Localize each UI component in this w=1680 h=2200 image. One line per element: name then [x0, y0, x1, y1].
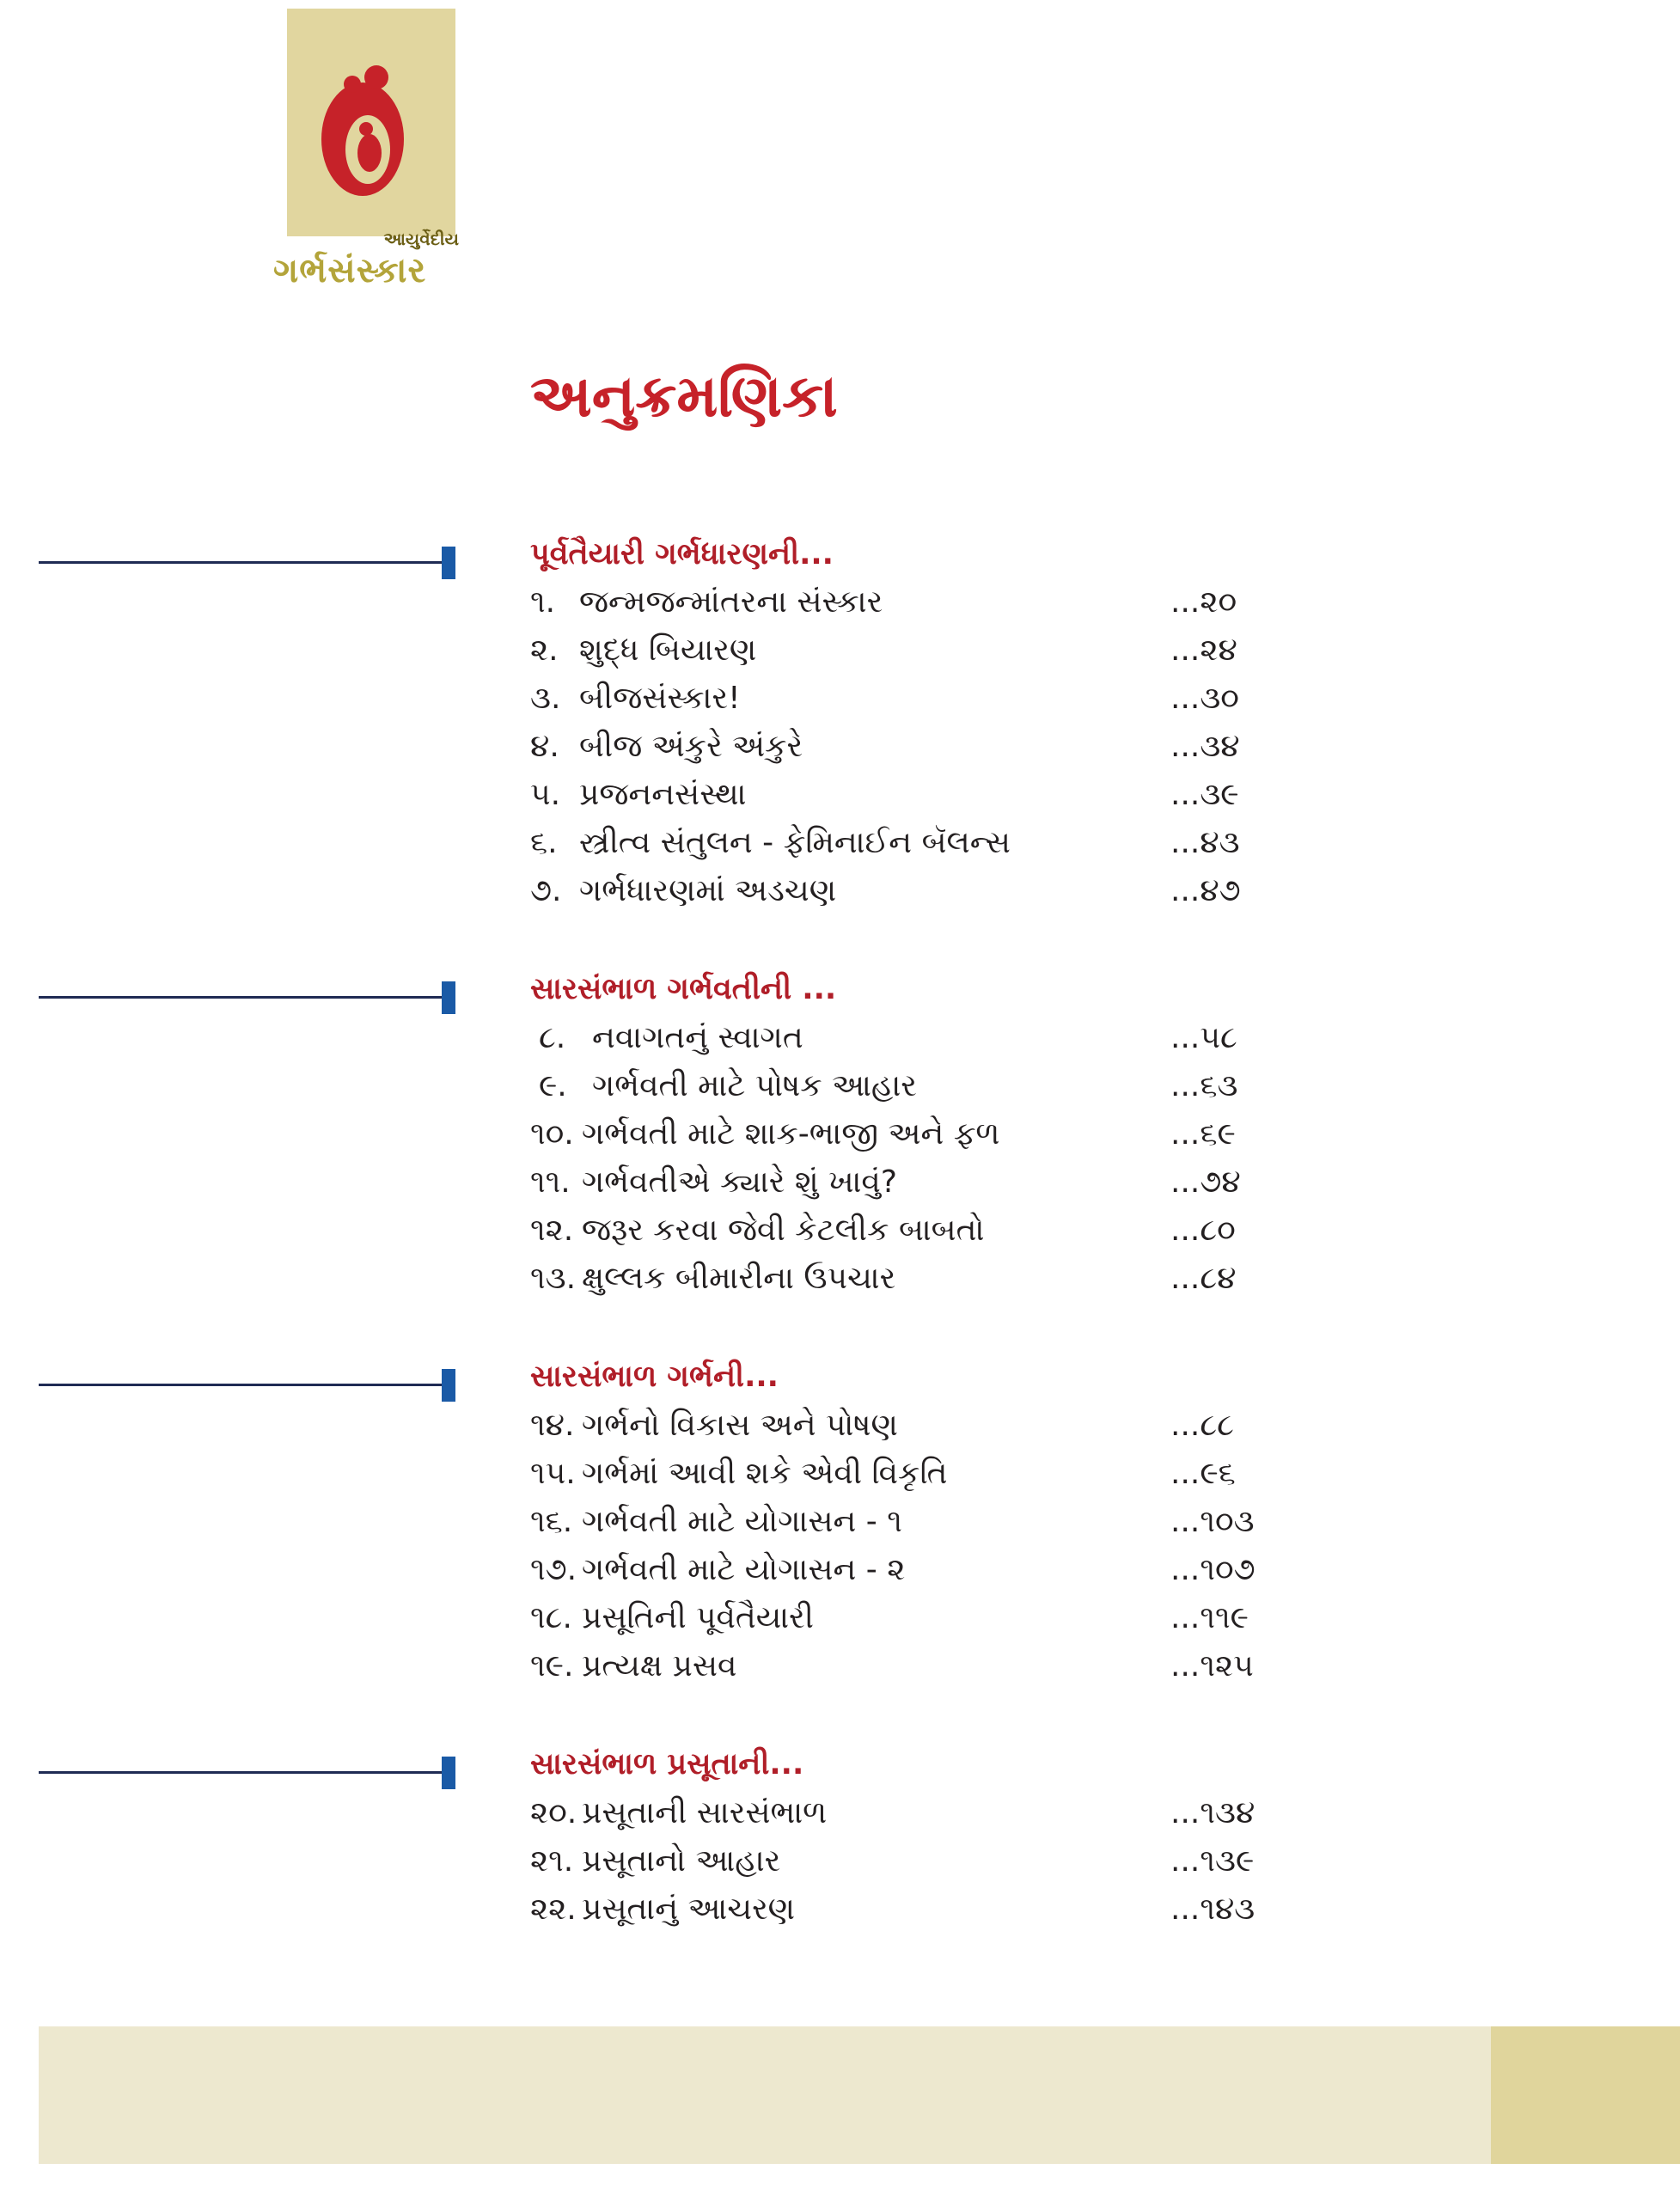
- entry-page: ...૩૦: [1170, 681, 1239, 716]
- toc-entry[interactable]: [530, 681, 1278, 729]
- entry-number: ૨૨.: [530, 1891, 577, 1927]
- entry-title: પ્રજનનસંસ્થા: [579, 777, 747, 812]
- entry-number: ૧૭.: [530, 1552, 577, 1587]
- entry-title: બીજ અંકુરે અંકુરે: [579, 729, 803, 764]
- entry-title: ગર્ભવતી માટે પોષક આહાર: [592, 1068, 917, 1103]
- section-heading: સારસંભાળ ગર્ભની...: [530, 1360, 779, 1394]
- entry-title: પ્રસૂતાની સારસંભાળ: [582, 1795, 828, 1830]
- entry-number: ૧૪.: [530, 1408, 575, 1443]
- entry-page: ...૧૪૩: [1170, 1891, 1255, 1927]
- entry-page: ...૧૧૯: [1170, 1600, 1249, 1635]
- entry-page: ...૬૯: [1170, 1116, 1236, 1152]
- section-marker: [442, 1757, 455, 1789]
- toc-entry[interactable]: [530, 1068, 1278, 1116]
- toc-entry[interactable]: [530, 1648, 1278, 1696]
- toc-entry[interactable]: [530, 873, 1278, 921]
- entry-title: શુદ્ધ બિયારણ: [579, 632, 757, 668]
- entry-title: ગર્ભવતીએ ક્યારે શું ખાવું?: [582, 1164, 897, 1200]
- entry-page: ...૮૮: [1170, 1408, 1234, 1443]
- entry-number: ૭.: [530, 873, 562, 908]
- entry-number: ૪.: [530, 729, 559, 764]
- toc-entry[interactable]: [530, 1456, 1278, 1504]
- entry-number: ૫.: [530, 777, 561, 812]
- toc-entry[interactable]: [530, 1843, 1278, 1891]
- entry-page: ...૯૬: [1170, 1456, 1236, 1491]
- toc-entry[interactable]: [530, 632, 1278, 681]
- toc-entry[interactable]: [530, 1795, 1278, 1843]
- entry-number: ૧૩.: [530, 1261, 577, 1296]
- toc-entry[interactable]: [530, 1552, 1278, 1600]
- entry-number: ૧૬.: [530, 1504, 573, 1539]
- section-heading: પૂર્વતૈયારી ગર્ભધારણની...: [530, 537, 834, 571]
- entry-title: પ્રસૂતાનો આહાર: [582, 1843, 781, 1879]
- logo-title: ગર્ભસંસ્કાર: [273, 251, 427, 290]
- section-rule: [39, 1384, 443, 1386]
- entry-number: ૨૦.: [530, 1795, 577, 1830]
- entry-title: ગર્ભનો વિકાસ અને પોષણ: [582, 1408, 898, 1443]
- entry-page: ...૧૨૫: [1170, 1648, 1254, 1684]
- entry-page: ...૩૪: [1170, 729, 1240, 764]
- section-rule: [39, 996, 443, 999]
- entry-title: પ્રત્યક્ષ પ્રસવ: [582, 1648, 737, 1684]
- entry-page: ...૩૯: [1170, 777, 1239, 812]
- entry-page: ...૫૮: [1170, 1020, 1237, 1055]
- logo-panel: [287, 9, 455, 236]
- section-rule: [39, 1771, 443, 1774]
- entry-number: ૧૨.: [530, 1213, 574, 1248]
- entry-number: ૬.: [530, 825, 558, 860]
- toc-entry[interactable]: [530, 1213, 1278, 1261]
- page-title: અનુક્રમણિકા: [530, 363, 838, 431]
- toc-entry[interactable]: [530, 1020, 1278, 1068]
- entry-page: ...૨૦: [1170, 584, 1237, 620]
- toc-entry[interactable]: [530, 1261, 1278, 1309]
- toc-entry[interactable]: [530, 729, 1278, 777]
- entry-title: ગર્ભવતી માટે શાક-ભાજી અને ફળ: [582, 1116, 1000, 1152]
- toc-entry[interactable]: [530, 1600, 1278, 1648]
- entry-page: ...૬૩: [1170, 1068, 1238, 1103]
- entry-number: ૧૦.: [530, 1116, 574, 1152]
- entry-title: નવાગતનું સ્વાગત: [592, 1020, 803, 1055]
- logo-tagline: આયુર્વેદીય: [383, 229, 459, 249]
- section-marker: [442, 981, 455, 1014]
- toc-entry[interactable]: [530, 777, 1278, 825]
- entry-title: પ્રસૂતિની પૂર્વતૈયારી: [582, 1600, 814, 1635]
- section-rule: [39, 561, 443, 564]
- entry-title: ક્ષુલ્લક બીમારીના ઉપચાર: [582, 1261, 896, 1296]
- entry-number: ૨૧.: [530, 1843, 574, 1879]
- section-heading: સારસંભાળ પ્રસૂતાની...: [530, 1747, 804, 1781]
- toc-entry[interactable]: [530, 1116, 1278, 1164]
- toc-entry[interactable]: [530, 1408, 1278, 1456]
- entry-number: ૨.: [530, 632, 559, 668]
- entry-title: જન્મજન્માંતરના સંસ્કાર: [579, 584, 883, 620]
- footer-corner: [1491, 2026, 1680, 2164]
- entry-number: ૧૫.: [530, 1456, 576, 1491]
- entry-title: સ્ત્રીત્વ સંતુલન - ફેમિનાઈન બૅલન્સ: [579, 825, 1011, 860]
- entry-page: ...૨૪: [1170, 632, 1237, 668]
- entry-number: ૯.: [539, 1068, 567, 1103]
- toc-entry[interactable]: [530, 1891, 1278, 1940]
- entry-title: ગર્ભધારણમાં અડચણ: [579, 873, 837, 908]
- entry-page: ...૪૩: [1170, 825, 1240, 860]
- entry-number: ૧.: [530, 584, 556, 620]
- toc-entry[interactable]: [530, 825, 1278, 873]
- entry-title: ગર્ભવતી માટે યોગાસન - ૧: [582, 1504, 902, 1539]
- entry-page: ...૮૦: [1170, 1213, 1236, 1248]
- mother-child-emblem-icon: [313, 60, 430, 206]
- entry-page: ...૮૪: [1170, 1261, 1237, 1296]
- section-heading: સારસંભાળ ગર્ભવતીની ...: [530, 972, 837, 1006]
- entry-number: ૧૯.: [530, 1648, 574, 1684]
- toc-entry[interactable]: [530, 1164, 1278, 1213]
- toc-entry[interactable]: [530, 584, 1278, 632]
- entry-page: ...૧૩૪: [1170, 1795, 1255, 1830]
- entry-number: ૮.: [539, 1020, 566, 1055]
- entry-page: ...૪૭: [1170, 873, 1241, 908]
- entry-page: ...૭૪: [1170, 1164, 1241, 1200]
- entry-page: ...૧૩૯: [1170, 1843, 1255, 1879]
- entry-number: ૧૮.: [530, 1600, 572, 1635]
- entry-page: ...૧૦૭: [1170, 1552, 1255, 1587]
- section-marker: [442, 1369, 455, 1402]
- footer-band: [39, 2026, 1491, 2164]
- entry-title: ગર્ભવતી માટે યોગાસન - ૨: [582, 1552, 906, 1587]
- entry-number: ૩.: [530, 681, 561, 716]
- entry-title: જરૂર કરવા જેવી કેટલીક બાબતો: [582, 1213, 985, 1248]
- entry-title: પ્રસૂતાનું આચરણ: [582, 1891, 796, 1927]
- entry-title: બીજસંસ્કાર!: [579, 681, 741, 716]
- entry-page: ...૧૦૩: [1170, 1504, 1255, 1539]
- section-marker: [442, 547, 455, 579]
- entry-title: ગર્ભમાં આવી શકે એવી વિકૃતિ: [582, 1456, 948, 1491]
- toc-entry[interactable]: [530, 1504, 1278, 1552]
- entry-number: ૧૧.: [530, 1164, 571, 1200]
